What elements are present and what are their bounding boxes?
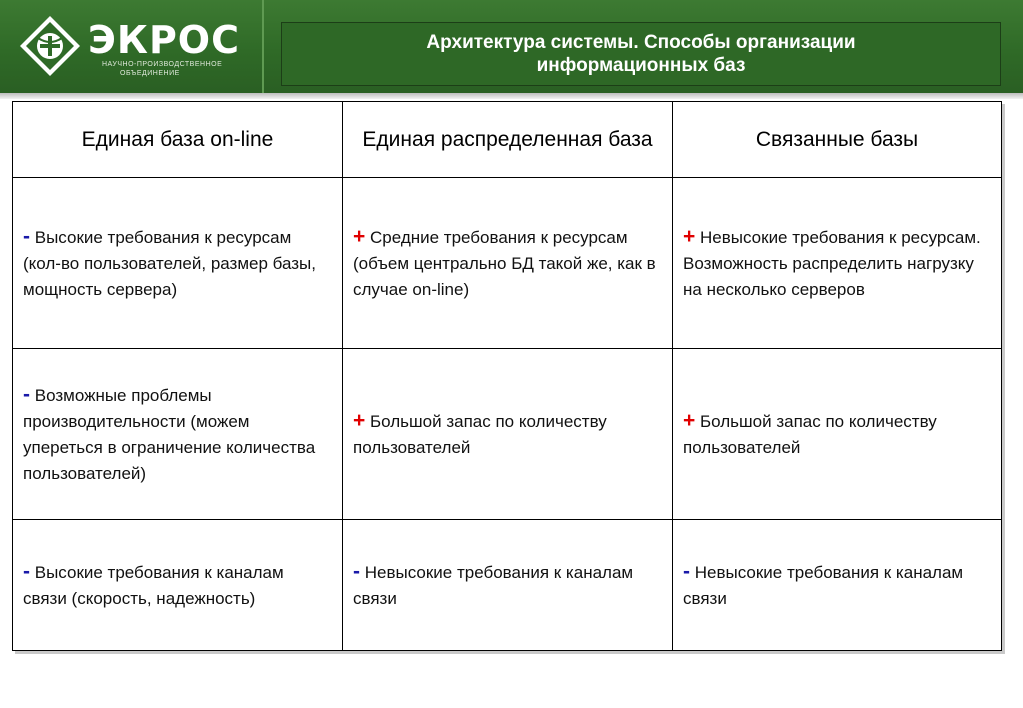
- column-header-distributed: Единая распределенная база: [343, 102, 673, 178]
- minus-sign: -: [23, 559, 30, 583]
- column-header-online: Единая база on-line: [13, 102, 343, 178]
- table-cell: [673, 178, 1002, 349]
- logo-subtitle-2: ОБЪЕДИНЕНИЕ: [120, 70, 180, 77]
- slide-title-line-2: информационных баз: [536, 55, 746, 76]
- cell-text: Высокие требования к каналам связи (скорость, надежность): [23, 562, 284, 608]
- table-cell: [13, 349, 343, 520]
- header-bar: [0, 0, 1023, 93]
- table-row: [13, 178, 1002, 349]
- header-underline: [0, 93, 1023, 99]
- comparison-table: [12, 101, 1002, 651]
- logo-wordmark: ЭКРОС: [88, 18, 240, 62]
- logo-emblem-icon: [18, 14, 82, 78]
- minus-sign: -: [683, 559, 690, 583]
- cell-text: Возможные проблемы производительности (можем упереться в ограничение количества пользователей): [23, 385, 316, 483]
- slide-title: [281, 22, 1001, 86]
- cell-text: Большой запас по количеству пользователей: [683, 411, 937, 457]
- table-header-row: [13, 102, 1002, 178]
- cell-text: Средние требования к ресурсам (объем центрально БД такой же, как в случае on-line): [353, 227, 656, 299]
- table-cell: [343, 520, 673, 651]
- cell-text: Высокие требования к ресурсам (кол-во пользователей, размер базы, мощность сервера): [23, 227, 316, 299]
- plus-sign: +: [353, 408, 366, 432]
- table-cell: [13, 178, 343, 349]
- plus-sign: +: [683, 224, 696, 248]
- minus-sign: -: [23, 382, 30, 406]
- cell-text: Невысокие требования к ресурсам. Возможность распределить нагрузку на несколько серверов: [683, 227, 981, 299]
- minus-sign: -: [23, 224, 30, 248]
- logo-subtitle: НАУЧНО-ПРОИЗВОДСТВЕННОЕ: [102, 61, 223, 68]
- table-cell: [343, 349, 673, 520]
- plus-sign: +: [683, 408, 696, 432]
- company-logo: [18, 14, 240, 78]
- plus-sign: +: [353, 224, 366, 248]
- column-header-linked: Связанные базы: [673, 102, 1002, 178]
- table-cell: [673, 349, 1002, 520]
- table-cell: [673, 520, 1002, 651]
- header-divider: [262, 0, 264, 93]
- table-cell: [343, 178, 673, 349]
- cell-text: Невысокие требования к каналам связи: [353, 562, 634, 608]
- table-row: [13, 349, 1002, 520]
- cell-text: Большой запас по количеству пользователей: [353, 411, 607, 457]
- table-row: [13, 520, 1002, 651]
- table-cell: [13, 520, 343, 651]
- slide-title-line-1: Архитектура системы. Способы организации: [426, 32, 856, 53]
- minus-sign: -: [353, 559, 360, 583]
- cell-text: Невысокие требования к каналам связи: [683, 562, 964, 608]
